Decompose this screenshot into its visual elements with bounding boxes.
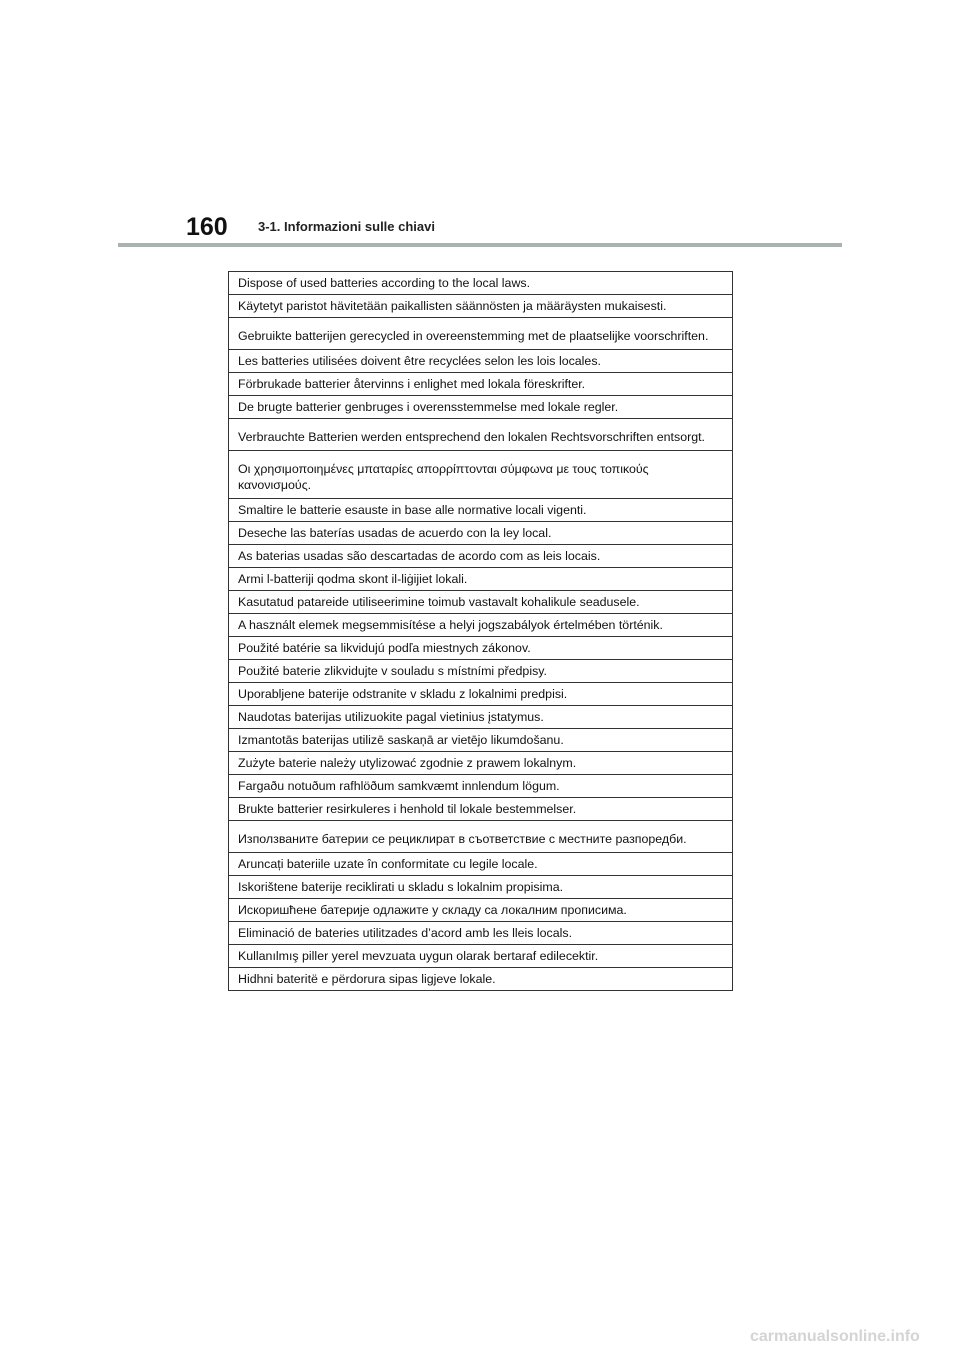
battery-disposal-notice-table [228,271,733,991]
notice-row-italian: Smaltire le batterie esauste in base alle normative locali vigenti. [229,499,732,522]
header-divider [118,243,842,247]
notice-row-slovak: Použité batérie sa likvidujú podľa miestnych zákonov. [229,637,732,660]
notice-row-french: Les batteries utilisées doivent être recyclées selon les lois locales. [229,350,732,373]
notice-row-finnish: Käytetyt paristot hävitetään paikallisten säännösten ja määräysten mukaisesti. [229,295,732,318]
notice-row-german: Verbrauchte Batterien werden entsprechend den lokalen Rechtsvorschriften entsorgt. [229,419,732,451]
notice-row-spanish: Deseche las baterías usadas de acuerdo con la ley local. [229,522,732,545]
notice-row-norwegian: Brukte batterier resirkuleres i henhold til lokale bestemmelser. [229,798,732,821]
notice-row-dutch: Gebruikte batterijen gerecycled in overeenstemming met de plaatselijke voorschriften. [229,318,732,350]
notice-row-maltese: Armi l-batteriji qodma skont il-liġijiet lokali. [229,568,732,591]
notice-row-polish: Zużyte baterie należy utylizować zgodnie z prawem lokalnym. [229,752,732,775]
notice-row-icelandic: Fargaðu notuðum rafhlöðum samkvæmt innlendum lögum. [229,775,732,798]
notice-row-czech: Použité baterie zlikvidujte v souladu s místními předpisy. [229,660,732,683]
notice-row-bulgarian: Използваните батерии се рециклират в съответствие с местните разпоредби. [229,821,732,853]
notice-row-english: Dispose of used batteries according to the local laws. [229,272,732,295]
section-title: 3-1. Informazioni sulle chiavi [258,219,435,234]
notice-row-catalan: Eliminació de bateries utilitzades d’acord amb les lleis locals. [229,922,732,945]
notice-row-albanian: Hidhni bateritë e përdorura sipas ligjeve lokale. [229,968,732,991]
notice-row-portuguese: As baterias usadas são descartadas de acordo com as leis locais. [229,545,732,568]
notice-row-estonian: Kasutatud patareide utiliseerimine toimub vastavalt kohalikule seadusele. [229,591,732,614]
notice-row-croatian: Iskorištene baterije reciklirati u skladu s lokalnim propisima. [229,876,732,899]
notice-row-latvian: Izmantotās baterijas utilizē saskaņā ar vietējo likumdošanu. [229,729,732,752]
notice-row-lithuanian: Naudotas baterijas utilizuokite pagal vietinius įstatymus. [229,706,732,729]
notice-row-romanian: Aruncați bateriile uzate în conformitate cu legile locale. [229,853,732,876]
notice-row-danish: De brugte batterier genbruges i overensstemmelse med lokale regler. [229,396,732,419]
notice-row-greek: Οι χρησιμοποιημένες μπαταρίες απορρίπτονται σύμφωνα με τους τοπικούς κανονισμούς. [229,451,732,499]
page-number: 160 [186,213,228,241]
notice-row-slovenian: Uporabljene baterije odstranite v skladu z lokalnimi predpisi. [229,683,732,706]
site-watermark: carmanualsonline.info [750,1328,920,1345]
notice-row-serbian: Искоришћене батерије одлажите у складу са локалним прописима. [229,899,732,922]
notice-row-hungarian: A használt elemek megsemmisítése a helyi jogszabályok értelmében történik. [229,614,732,637]
notice-row-swedish: Förbrukade batterier återvinns i enlighet med lokala föreskrifter. [229,373,732,396]
notice-row-turkish: Kullanılmış piller yerel mevzuata uygun olarak bertaraf edilecektir. [229,945,732,968]
